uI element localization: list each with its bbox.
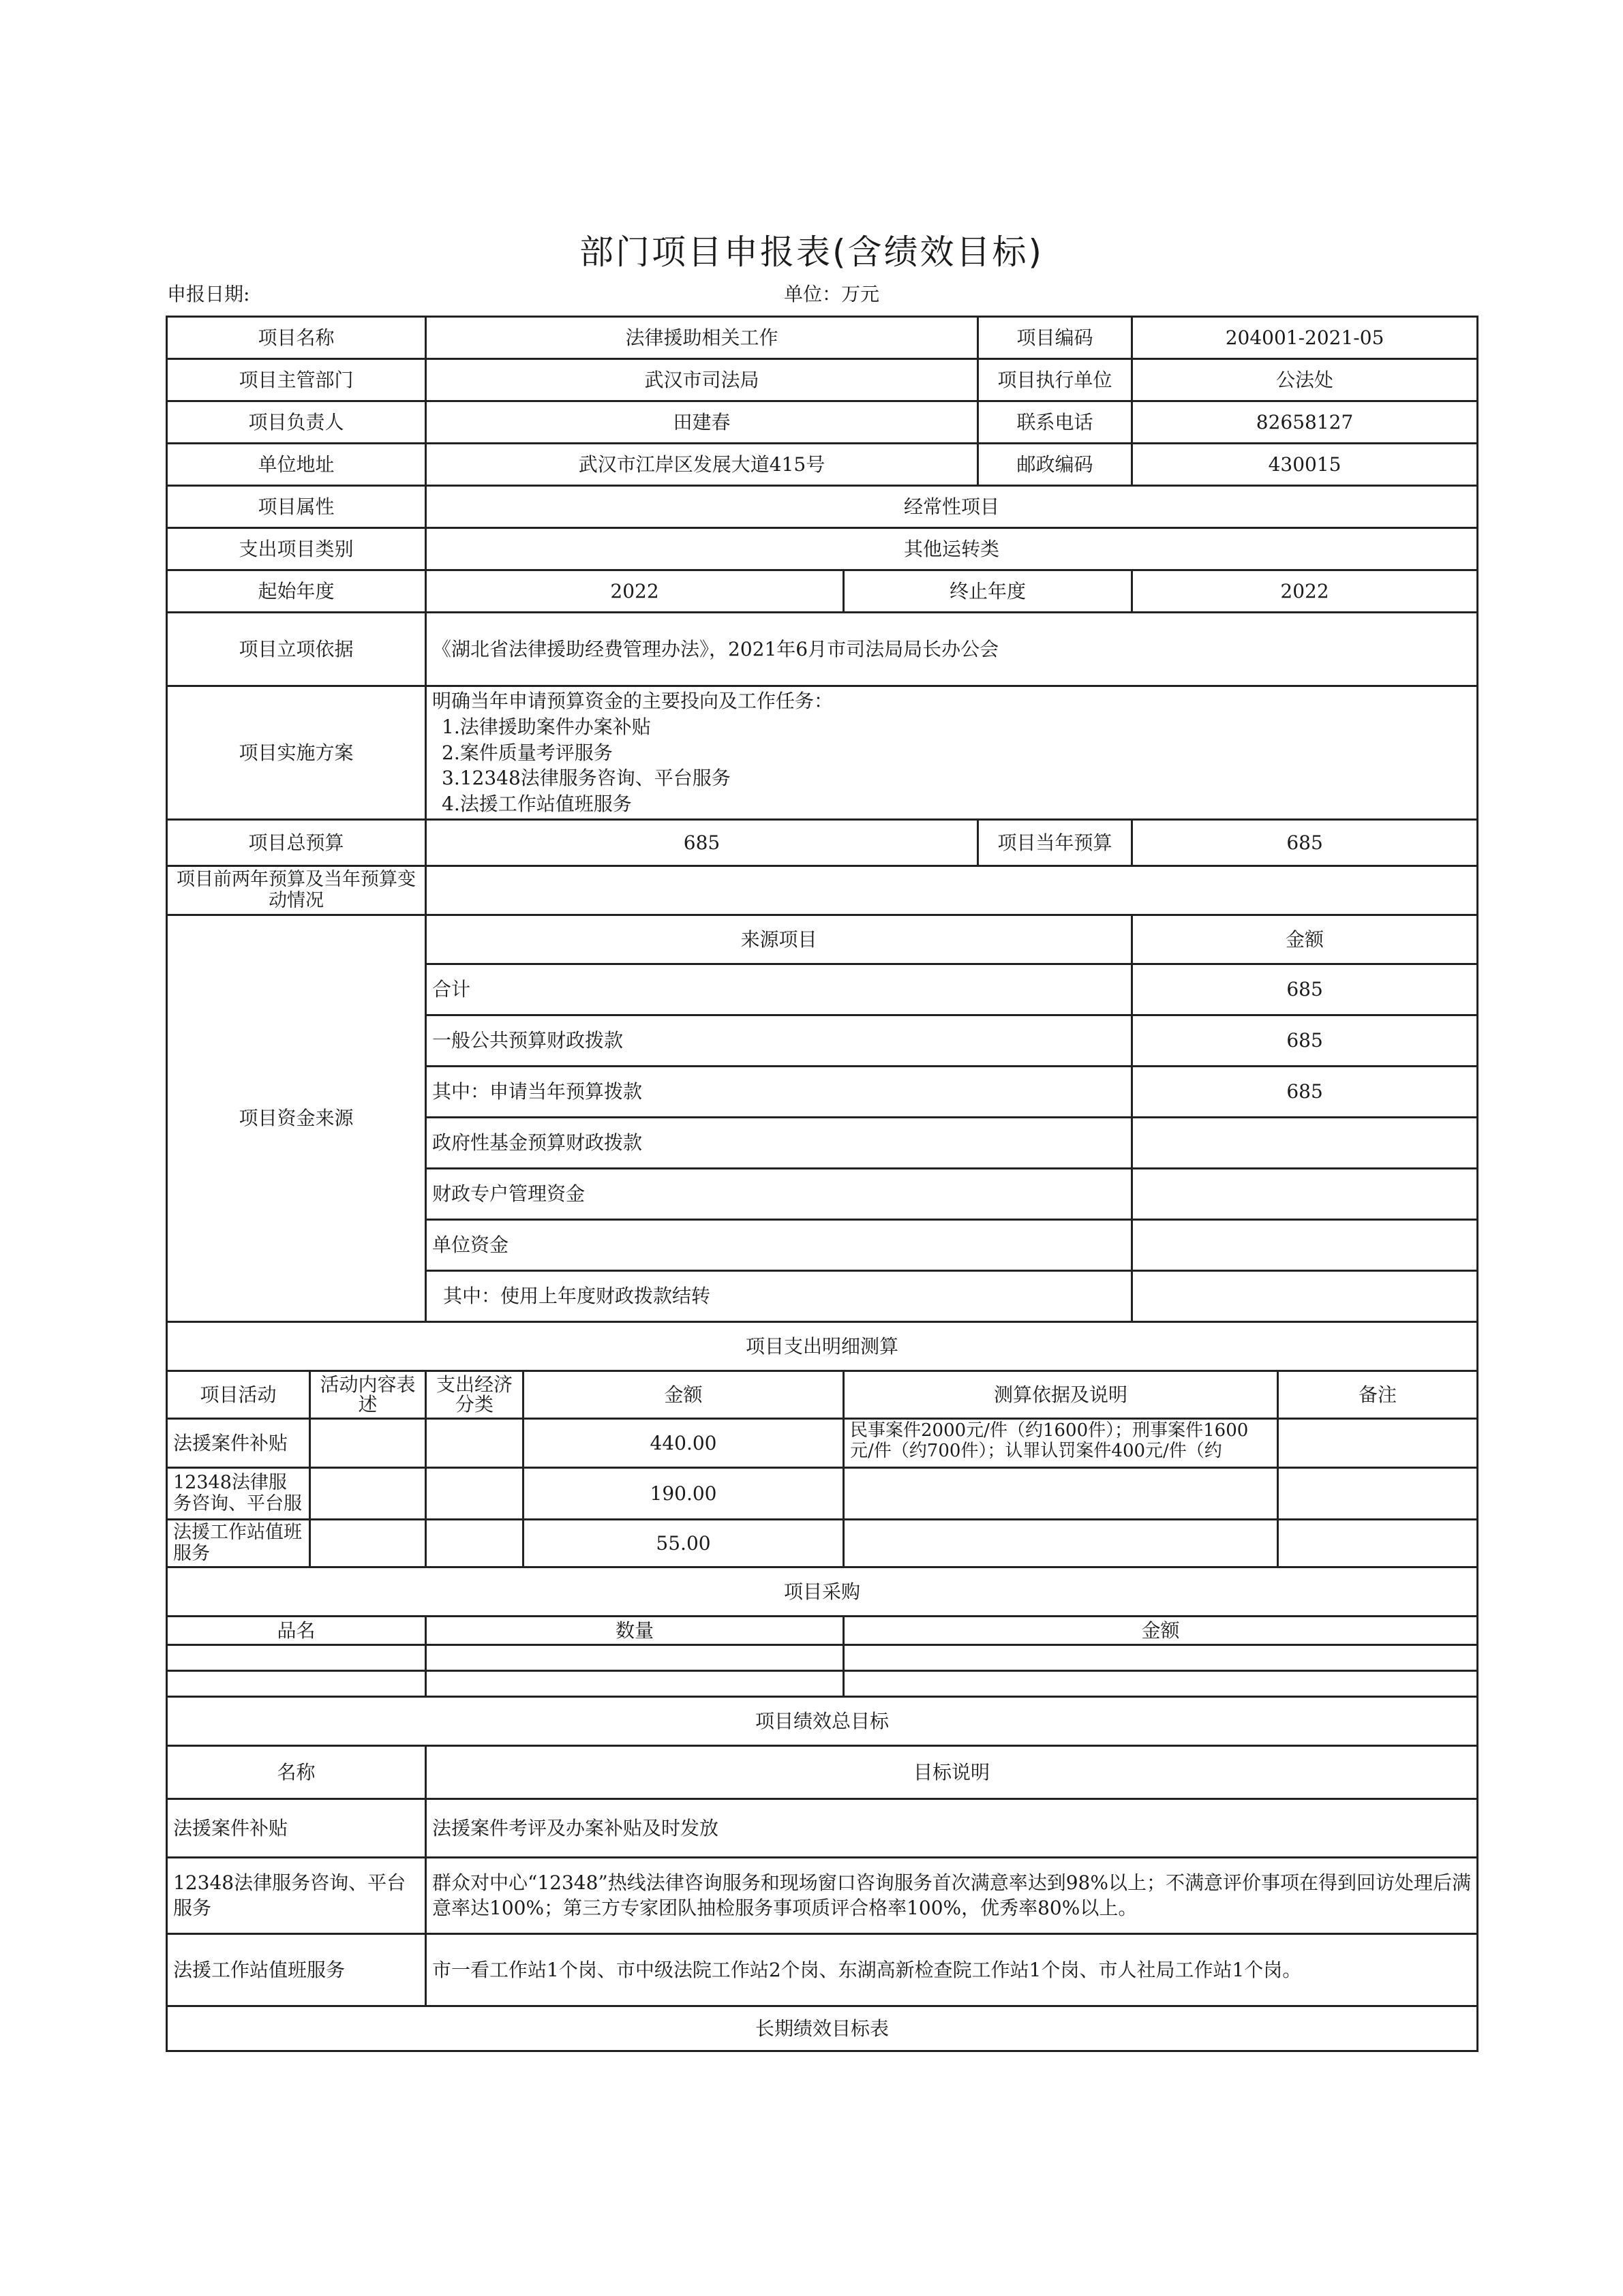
year-budget-value: 685 — [1132, 819, 1478, 866]
performance-desc: 法援案件考评及办案补贴及时发放 — [426, 1798, 1478, 1857]
row-project-name — [167, 317, 1478, 359]
detail-title-row — [167, 1321, 1478, 1371]
performance-name: 12348法律服务咨询、平台服务 — [167, 1857, 426, 1933]
detail-header: 支出经济分类 — [426, 1371, 524, 1418]
detail-title: 项目支出明细测算 — [167, 1321, 1478, 1371]
leader-label: 项目负责人 — [167, 401, 426, 444]
detail-row — [167, 1519, 1478, 1567]
detail-content — [310, 1519, 426, 1567]
funding-source: 其中：申请当年预算拨款 — [426, 1066, 1132, 1117]
row-attribute — [167, 486, 1478, 528]
detail-basis — [844, 1418, 1278, 1467]
procurement-cell — [844, 1644, 1478, 1670]
zip-value: 430015 — [1132, 444, 1478, 486]
row-budget-change — [167, 866, 1478, 915]
funding-source: 其中：使用上年度财政拨款结转 — [426, 1270, 1132, 1321]
funding-amount — [1132, 1117, 1478, 1168]
plan-line: 3.12348法律服务咨询、平台服务 — [442, 767, 731, 790]
performance-name-header: 名称 — [167, 1745, 426, 1798]
detail-basis — [844, 1467, 1278, 1519]
performance-desc-header: 目标说明 — [426, 1745, 1478, 1798]
phone-value: 82658127 — [1132, 401, 1478, 444]
detail-content — [310, 1467, 426, 1519]
detail-activity: 法援工作站值班服务 — [167, 1519, 310, 1567]
detail-amount: 440.00 — [524, 1418, 844, 1467]
detail-header: 金额 — [524, 1371, 844, 1418]
detail-note — [1278, 1418, 1478, 1467]
performance-name: 法援案件补贴 — [167, 1798, 426, 1857]
procurement-header: 数量 — [426, 1616, 844, 1644]
detail-basis-text: 民事案件2000元/件（约1600件）；刑事案件1600元/件（约700件）；认罪认罚案件400元/件（约 — [850, 1420, 1249, 1461]
performance-row — [167, 1857, 1478, 1933]
attribute-value: 经常性项目 — [426, 486, 1478, 528]
project-declaration-table — [166, 316, 1478, 2052]
report-date-label: 申报日期: — [167, 283, 250, 305]
performance-desc: 群众对中心“12348”热线法律咨询服务和现场窗口咨询服务首次满意率达到98%以上；不满意评价事项在得到回访处理后满意率达100%；第三方专家团队抽检服务事项质评合格率100%，优秀率80%以上。 — [426, 1857, 1478, 1933]
procurement-cell — [426, 1644, 844, 1670]
detail-row — [167, 1418, 1478, 1467]
detail-content — [310, 1418, 426, 1467]
attribute-label: 项目属性 — [167, 486, 426, 528]
funding-source: 政府性基金预算财政拨款 — [426, 1117, 1132, 1168]
total-budget-label: 项目总预算 — [167, 819, 426, 866]
detail-row — [167, 1467, 1478, 1519]
page-title: 部门项目申报表(含绩效目标) — [579, 232, 1044, 272]
plan-line: 明确当年申请预算资金的主要投向及工作任务： — [432, 690, 834, 712]
zip-label: 邮政编码 — [978, 444, 1132, 486]
total-budget-value: 685 — [426, 819, 978, 866]
detail-header: 项目活动 — [167, 1371, 310, 1418]
department-value: 武汉市司法局 — [426, 359, 978, 401]
funding-source-header: 来源项目 — [426, 915, 1132, 964]
funding-amount: 685 — [1132, 1066, 1478, 1117]
plan-line: 2.案件质量考评服务 — [442, 741, 613, 764]
performance-row — [167, 1933, 1478, 2006]
funding-label: 项目资金来源 — [167, 915, 426, 1321]
detail-header: 备注 — [1278, 1371, 1478, 1418]
longterm-title-row — [167, 2006, 1478, 2051]
row-category — [167, 528, 1478, 570]
detail-basis — [844, 1519, 1278, 1567]
end-year-label: 终止年度 — [844, 570, 1132, 613]
detail-header: 活动内容表述 — [310, 1371, 426, 1418]
performance-name: 法援工作站值班服务 — [167, 1933, 426, 2006]
exec-unit-value: 公法处 — [1132, 359, 1478, 401]
row-basis — [167, 613, 1478, 686]
procurement-header: 金额 — [844, 1616, 1478, 1644]
project-name-value: 法律援助相关工作 — [426, 317, 978, 359]
plan-line: 1.法律援助案件办案补贴 — [442, 715, 651, 738]
row-department — [167, 359, 1478, 401]
funding-amount-header: 金额 — [1132, 915, 1478, 964]
exec-unit-label: 项目执行单位 — [978, 359, 1132, 401]
funding-amount — [1132, 1168, 1478, 1219]
budget-change-label: 项目前两年预算及当年预算变动情况 — [167, 866, 426, 915]
procurement-title: 项目采购 — [167, 1567, 1478, 1616]
procurement-row — [167, 1670, 1478, 1696]
row-leader — [167, 401, 1478, 444]
detail-activity: 法援案件补贴 — [167, 1418, 310, 1467]
detail-class — [426, 1418, 524, 1467]
end-year-value: 2022 — [1132, 570, 1478, 613]
category-label: 支出项目类别 — [167, 528, 426, 570]
funding-source: 合计 — [426, 964, 1132, 1015]
project-code-label: 项目编码 — [978, 317, 1132, 359]
plan-label: 项目实施方案 — [167, 686, 426, 820]
detail-note — [1278, 1467, 1478, 1519]
row-plan — [167, 686, 1478, 820]
detail-activity: 12348法律服务咨询、平台服 — [167, 1467, 310, 1519]
project-code-value: 204001-2021-05 — [1132, 317, 1478, 359]
performance-row — [167, 1798, 1478, 1857]
detail-note — [1278, 1519, 1478, 1567]
phone-label: 联系电话 — [978, 401, 1132, 444]
performance-title-row — [167, 1696, 1478, 1745]
detail-class — [426, 1467, 524, 1519]
funding-amount — [1132, 1219, 1478, 1270]
row-budget — [167, 819, 1478, 866]
detail-header-row — [167, 1371, 1478, 1418]
department-label: 项目主管部门 — [167, 359, 426, 401]
funding-header-row — [167, 915, 1478, 964]
row-address — [167, 444, 1478, 486]
funding-amount: 685 — [1132, 964, 1478, 1015]
procurement-cell — [844, 1670, 1478, 1696]
leader-value: 田建春 — [426, 401, 978, 444]
address-value: 武汉市江岸区发展大道415号 — [426, 444, 978, 486]
year-budget-label: 项目当年预算 — [978, 819, 1132, 866]
project-name-label: 项目名称 — [167, 317, 426, 359]
category-value: 其他运转类 — [426, 528, 1478, 570]
performance-header-row — [167, 1745, 1478, 1798]
plan-value — [426, 686, 1478, 820]
procurement-cell — [426, 1670, 844, 1696]
procurement-header: 品名 — [167, 1616, 426, 1644]
start-year-value: 2022 — [426, 570, 844, 613]
funding-amount: 685 — [1132, 1015, 1478, 1066]
funding-source: 财政专户管理资金 — [426, 1168, 1132, 1219]
address-label: 单位地址 — [167, 444, 426, 486]
detail-amount: 190.00 — [524, 1467, 844, 1519]
plan-line: 4.法援工作站值班服务 — [442, 793, 632, 816]
detail-amount: 55.00 — [524, 1519, 844, 1567]
procurement-title-row — [167, 1567, 1478, 1616]
procurement-row — [167, 1644, 1478, 1670]
funding-source: 一般公共预算财政拨款 — [426, 1015, 1132, 1066]
detail-header: 测算依据及说明 — [844, 1371, 1278, 1418]
start-year-label: 起始年度 — [167, 570, 426, 613]
performance-title: 项目绩效总目标 — [167, 1696, 1478, 1745]
row-years — [167, 570, 1478, 613]
funding-amount — [1132, 1270, 1478, 1321]
longterm-title: 长期绩效目标表 — [167, 2006, 1478, 2051]
procurement-cell — [167, 1644, 426, 1670]
detail-class — [426, 1519, 524, 1567]
budget-change-value — [426, 866, 1478, 915]
basis-label: 项目立项依据 — [167, 613, 426, 686]
procurement-header-row — [167, 1616, 1478, 1644]
performance-desc: 市一看工作站1个岗、市中级法院工作站2个岗、东湖高新检查院工作站1个岗、市人社局工作站1个岗。 — [426, 1933, 1478, 2006]
unit-label: 单位：万元 — [784, 283, 880, 305]
basis-value: 《湖北省法律援助经费管理办法》，2021年6月市司法局局长办公会 — [426, 613, 1478, 686]
procurement-cell — [167, 1670, 426, 1696]
funding-source: 单位资金 — [426, 1219, 1132, 1270]
